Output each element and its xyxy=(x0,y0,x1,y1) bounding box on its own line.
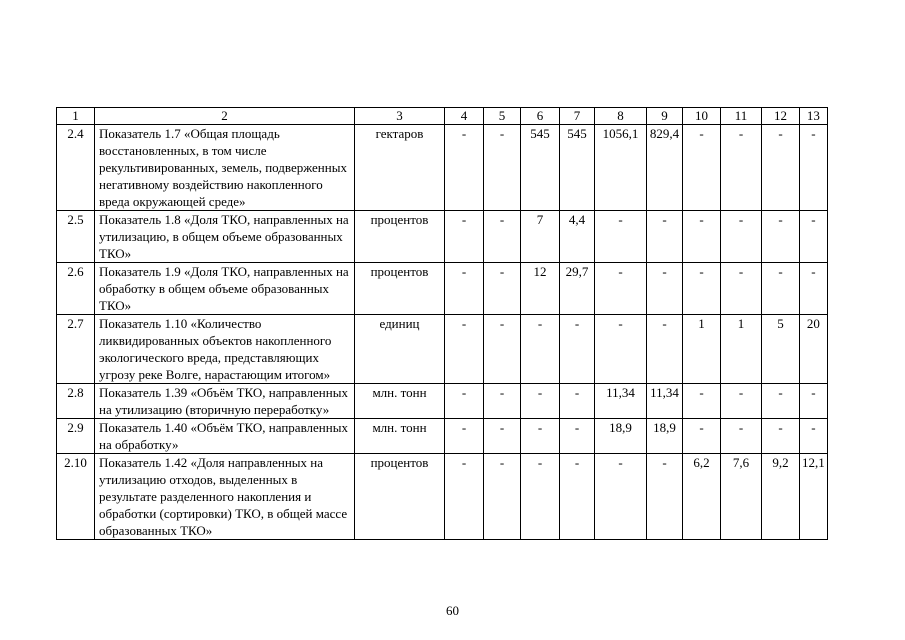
value-cell: - xyxy=(800,419,828,454)
value-cell: 12 xyxy=(521,263,560,315)
value-cell: - xyxy=(445,263,484,315)
table-row xyxy=(57,315,828,384)
value-cell: - xyxy=(445,454,484,540)
value-cell: - xyxy=(683,263,721,315)
value-cell: - xyxy=(762,419,800,454)
column-number-cell: 5 xyxy=(484,108,521,125)
value-cell: 20 xyxy=(800,315,828,384)
value-cell: 6,2 xyxy=(683,454,721,540)
value-cell: 18,9 xyxy=(647,419,683,454)
value-cell: 1 xyxy=(721,315,762,384)
column-number-cell: 3 xyxy=(355,108,445,125)
value-cell: - xyxy=(683,384,721,419)
value-cell: - xyxy=(721,211,762,263)
value-cell: - xyxy=(521,454,560,540)
row-number-cell: 2.5 xyxy=(57,211,95,263)
unit-cell: процентов xyxy=(355,454,445,540)
indicators-table xyxy=(56,107,828,540)
value-cell: - xyxy=(445,125,484,211)
table-row xyxy=(57,211,828,263)
value-cell: - xyxy=(484,263,521,315)
indicator-description-cell: Показатель 1.8 «Доля ТКО, направленных на утилизацию, в общем объеме образованных ТКО» xyxy=(95,211,355,263)
unit-cell: процентов xyxy=(355,211,445,263)
column-number-cell: 11 xyxy=(721,108,762,125)
value-cell: - xyxy=(721,419,762,454)
value-cell: - xyxy=(762,211,800,263)
value-cell: - xyxy=(595,211,647,263)
value-cell: - xyxy=(521,419,560,454)
value-cell: - xyxy=(445,419,484,454)
column-number-cell: 8 xyxy=(595,108,647,125)
value-cell: 11,34 xyxy=(595,384,647,419)
column-number-row xyxy=(57,108,828,125)
table-row xyxy=(57,419,828,454)
table-row xyxy=(57,125,828,211)
value-cell: - xyxy=(560,454,595,540)
value-cell: - xyxy=(721,384,762,419)
indicator-description-cell: Показатель 1.10 «Количество ликвидированных объектов накопленного экологического вреда, представляющих угрозу реке Волге, нарастающим итогом» xyxy=(95,315,355,384)
value-cell: - xyxy=(647,315,683,384)
column-number-cell: 1 xyxy=(57,108,95,125)
row-number-cell: 2.7 xyxy=(57,315,95,384)
indicator-description-cell: Показатель 1.40 «Объём ТКО, направленных на обработку» xyxy=(95,419,355,454)
value-cell: - xyxy=(647,211,683,263)
column-number-cell: 7 xyxy=(560,108,595,125)
unit-cell: процентов xyxy=(355,263,445,315)
row-number-cell: 2.9 xyxy=(57,419,95,454)
value-cell: - xyxy=(647,263,683,315)
value-cell: - xyxy=(484,211,521,263)
column-number-cell: 6 xyxy=(521,108,560,125)
value-cell: - xyxy=(800,211,828,263)
row-number-cell: 2.10 xyxy=(57,454,95,540)
value-cell: - xyxy=(445,384,484,419)
value-cell: - xyxy=(445,211,484,263)
value-cell: - xyxy=(560,384,595,419)
value-cell: 545 xyxy=(521,125,560,211)
value-cell: - xyxy=(800,263,828,315)
value-cell: - xyxy=(484,315,521,384)
column-number-cell: 13 xyxy=(800,108,828,125)
value-cell: - xyxy=(521,315,560,384)
indicator-description-cell: Показатель 1.39 «Объём ТКО, направленных на утилизацию (вторичную переработку» xyxy=(95,384,355,419)
value-cell: - xyxy=(484,419,521,454)
value-cell: - xyxy=(484,125,521,211)
column-number-cell: 12 xyxy=(762,108,800,125)
value-cell: 18,9 xyxy=(595,419,647,454)
value-cell: - xyxy=(647,454,683,540)
row-number-cell: 2.6 xyxy=(57,263,95,315)
row-number-cell: 2.8 xyxy=(57,384,95,419)
value-cell: 5 xyxy=(762,315,800,384)
value-cell: - xyxy=(721,125,762,211)
column-number-cell: 2 xyxy=(95,108,355,125)
value-cell: - xyxy=(595,454,647,540)
value-cell: 7,6 xyxy=(721,454,762,540)
value-cell: - xyxy=(560,315,595,384)
value-cell: - xyxy=(484,384,521,419)
indicator-description-cell: Показатель 1.9 «Доля ТКО, направленных на обработку в общем объеме образованных ТКО» xyxy=(95,263,355,315)
value-cell: 4,4 xyxy=(560,211,595,263)
value-cell: 12,1 xyxy=(800,454,828,540)
value-cell: - xyxy=(800,125,828,211)
value-cell: 9,2 xyxy=(762,454,800,540)
value-cell: - xyxy=(484,454,521,540)
value-cell: 829,4 xyxy=(647,125,683,211)
value-cell: - xyxy=(683,125,721,211)
value-cell: - xyxy=(595,315,647,384)
table-body xyxy=(57,108,828,540)
value-cell: 1056,1 xyxy=(595,125,647,211)
value-cell: - xyxy=(762,384,800,419)
unit-cell: гектаров xyxy=(355,125,445,211)
value-cell: 7 xyxy=(521,211,560,263)
unit-cell: млн. тонн xyxy=(355,419,445,454)
column-number-cell: 9 xyxy=(647,108,683,125)
value-cell: - xyxy=(762,263,800,315)
table-row xyxy=(57,454,828,540)
unit-cell: единиц xyxy=(355,315,445,384)
value-cell: - xyxy=(800,384,828,419)
indicator-description-cell: Показатель 1.42 «Доля направленных на утилизацию отходов, выделенных в результате разделенного накопления и обработки (сортировки) ТКО, в общей массе образованных ТКО» xyxy=(95,454,355,540)
page-number: 60 xyxy=(446,603,459,618)
unit-cell: млн. тонн xyxy=(355,384,445,419)
value-cell: - xyxy=(595,263,647,315)
value-cell: - xyxy=(683,419,721,454)
value-cell: 1 xyxy=(683,315,721,384)
column-number-cell: 4 xyxy=(445,108,484,125)
column-number-cell: 10 xyxy=(683,108,721,125)
value-cell: - xyxy=(683,211,721,263)
value-cell: - xyxy=(721,263,762,315)
value-cell: 11,34 xyxy=(647,384,683,419)
indicator-description-cell: Показатель 1.7 «Общая площадь восстановленных, в том числе рекультивированных, земель, подверженных негативному воздействию накопленного вреда окружающей среде» xyxy=(95,125,355,211)
row-number-cell: 2.4 xyxy=(57,125,95,211)
value-cell: - xyxy=(521,384,560,419)
value-cell: - xyxy=(445,315,484,384)
table-row xyxy=(57,263,828,315)
value-cell: 29,7 xyxy=(560,263,595,315)
table-row xyxy=(57,384,828,419)
value-cell: - xyxy=(762,125,800,211)
value-cell: - xyxy=(560,419,595,454)
value-cell: 545 xyxy=(560,125,595,211)
